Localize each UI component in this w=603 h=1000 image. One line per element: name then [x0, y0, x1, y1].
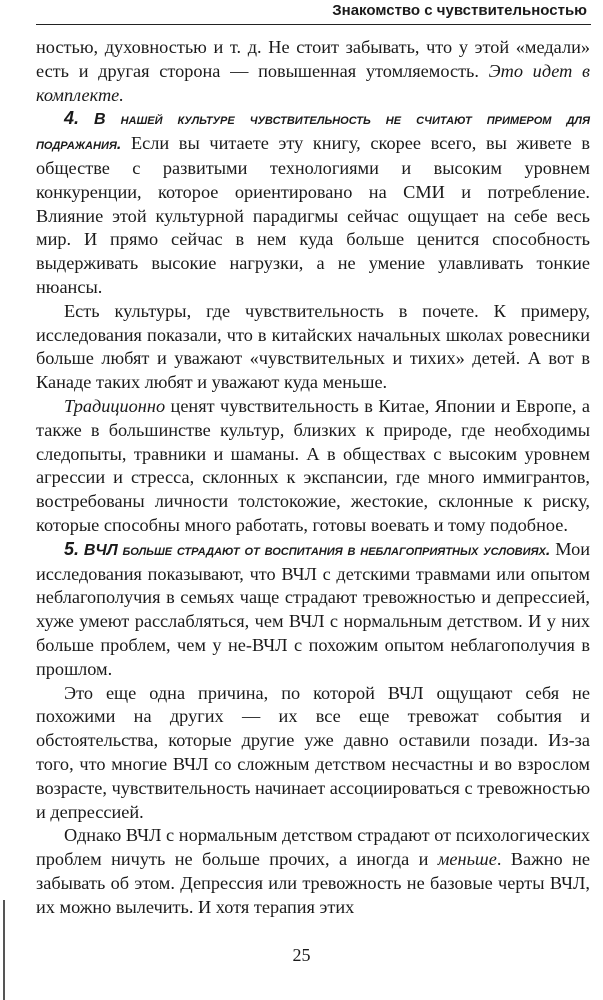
- paragraph-7: Однако ВЧЛ с нормальным детством страдают от психологических проблем ничуть не больше прочих, а иногда и меньше. Важно не забывать об этом. Депрессия или тревожность не базовые черты ВЧЛ, их можно вылечить. И хотя терапия этих: [36, 825, 590, 917]
- page-number: 25: [292, 945, 311, 965]
- list-item-4: 4. В нашей культуре чувствительность не считают примером для подражания. Если вы читаете эту книгу, скорее всего, вы живете в обществе с развитыми технологиями и высоким уровнем конкуренции, которое ориентировано на СМИ и потребление. Влияние этой культурной парадигмы сейчас ощущает на себе весь мир. И прямо сейчас в нем куда больше ценится способность выдерживать высокие нагрузки, а не умение улавливать тонкие нюансы.: [36, 108, 590, 297]
- paragraph-1: ностью, духовностью и т. д. Не стоит забывать, что у этой «медали» есть и другая сторона — повышенная утомляемость. Это идет в комплекте.: [36, 37, 590, 105]
- header-rule: [36, 24, 591, 25]
- paragraph-3: Есть культуры, где чувствительность в почете. К примеру, исследования показали, что в китайских начальных школах ровесники больше любят и уважают «чувствительных и тихих» детей. А вот в Канаде таких любят и уважают куда меньше.: [36, 300, 590, 393]
- list-number: 5.: [64, 538, 80, 559]
- italic-emphasis: меньше: [437, 849, 497, 870]
- italic-emphasis: Традиционно: [64, 395, 166, 416]
- list-number: 4.: [64, 108, 80, 129]
- italic-emphasis: Это идет в комплекте.: [36, 60, 590, 105]
- page-edge-shadow: [3, 900, 5, 1000]
- paragraph-6: Это еще одна причина, по которой ВЧЛ ощущают себя не похожими на других — их все еще тревожат события и обстоятельства, которые другие уже давно оставили позади. Из-за того, что многие ВЧЛ со сложным детством несчастны и во взрослом возрасте, чувствительность начинает ассоциироваться с тревожностью и депрессией.: [36, 682, 590, 822]
- paragraph-4: Традиционно ценят чувствительность в Китае, Японии и Европе, а также в большинстве культур, близких к природе, где необходимы следопыты, травники и шаманы. А в обществах с высоким уровнем агрессии и стресса, склонных к экспансии, где много иммигрантов, востребованы личности толстокожие, жестокие, склонные к риску, которые способны много работать, готовы воевать и тому подобное.: [36, 395, 590, 535]
- list-item-5: 5. ВЧЛ больше страдают от воспитания в неблагоприятных условиях. Мои исследования показывают, что ВЧЛ с детскими травмами или опытом неблагополучия в семьях чаще страдают тревожностью и депрессией, хуже умеют расслабляться, чем ВЧЛ с нормальным детством. И у них больше проблем, чем у не-ВЧЛ с похожим опытом неблагополучия в прошлом.: [36, 538, 591, 679]
- list-item-heading: 4. В нашей культуре чувствительность не считают примером для подражания.: [36, 108, 590, 154]
- list-item-heading: 5. ВЧЛ больше страдают от воспитания в неблагоприятных условиях.: [64, 538, 551, 559]
- running-head: Знакомство с чувствительностью: [332, 2, 587, 19]
- body-text: [36, 36, 590, 919]
